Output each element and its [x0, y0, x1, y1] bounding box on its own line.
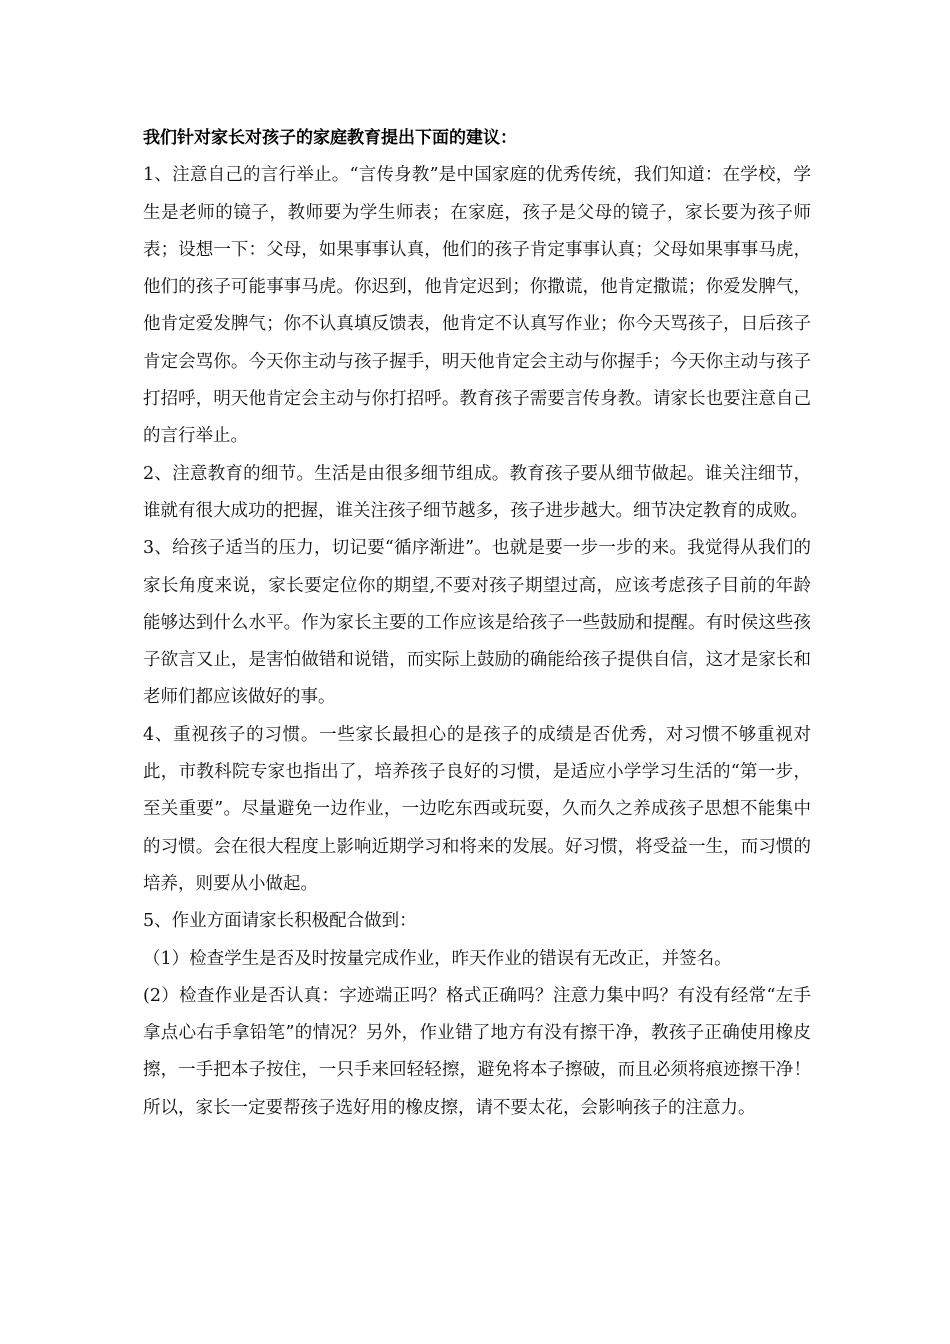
suggestion-paragraph-5: 5、作业方面请家长积极配合做到：	[143, 911, 417, 932]
homework-item-1: （1）检查学生是否及时按量完成作业，昨天作业的错误有无改正，并签名。	[143, 948, 732, 969]
document-heading: 我们针对家长对孩子的家庭教育提出下面的建议：	[143, 128, 517, 148]
document-body	[143, 120, 811, 1127]
suggestion-paragraph-1: 1、注意自己的言行举止。“言传身教”是中国家庭的优秀传统，我们知道：在学校，学生是老师的镜子，教师要为学生师表；在家庭，孩子是父母的镜子，家长要为孩子师表；设想一下：父母，如果事事认真，他们的孩子肯定事事认真；父母如果事事马虎，他们的孩子可能事事马虎。你迟到，他肯定迟到；你撒谎，他肯定撒谎；你爱发脾气，他肯定爱发脾气；你不认真填反馈表，他肯定不认真写作业；你今天骂孩子，日后孩子肯定会骂你。今天你主动与孩子握手，明天他肯定会主动与你握手；今天你主动与孩子打招呼，明天他肯定会主动与你打招呼。教育孩子需要言传身教。请家长也要注意自己的言行举止。	[143, 165, 811, 447]
homework-item-2: (2）检查作业是否认真：字迹端正吗？格式正确吗？注意力集中吗？有没有经常“左手拿点心右手拿铅笔”的情况？另外，作业错了地方有没有擦干净，教孩子正确使用橡皮擦，一手把本子按住，一只手来回轻轻擦，避免将本子擦破，而且必须将痕迹擦干净！所以，家长一定要帮孩子选好用的橡皮擦，请不要太花，会影响孩子的注意力。	[143, 985, 811, 1118]
suggestion-paragraph-3: 3、给孩子适当的压力，切记要“循序渐进”。也就是要一步一步的来。我觉得从我们的家长角度来说，家长要定位你的期望,不要对孩子期望过高，应该考虑孩子目前的年龄能够达到什么水平。作为家长主要的工作应该是给孩子一些鼓励和提醒。有时侯这些孩子欲言又止，是害怕做错和说错，而实际上鼓励的确能给孩子提供自信，这才是家长和老师们都应该做好的事。	[143, 538, 811, 708]
suggestion-paragraph-2: 2、注意教育的细节。生活是由很多细节组成。教育孩子要从细节做起。谁关注细节，谁就有很大成功的把握，谁关注孩子细节越多，孩子进步越大。细节决定教育的成败。	[143, 463, 811, 521]
suggestion-paragraph-4: 4、重视孩子的习惯。一些家长最担心的是孩子的成绩是否优秀，对习惯不够重视对此，市教科院专家也指出了，培养孩子良好的习惯，是适应小学学习生活的“第一步，至关重要”。尽量避免一边作业，一边吃东西或玩耍，久而久之养成孩子思想不能集中的习惯。会在很大程度上影响近期学习和将来的发展。好习惯，将受益一生，而习惯的培养，则要从小做起。	[143, 724, 811, 894]
